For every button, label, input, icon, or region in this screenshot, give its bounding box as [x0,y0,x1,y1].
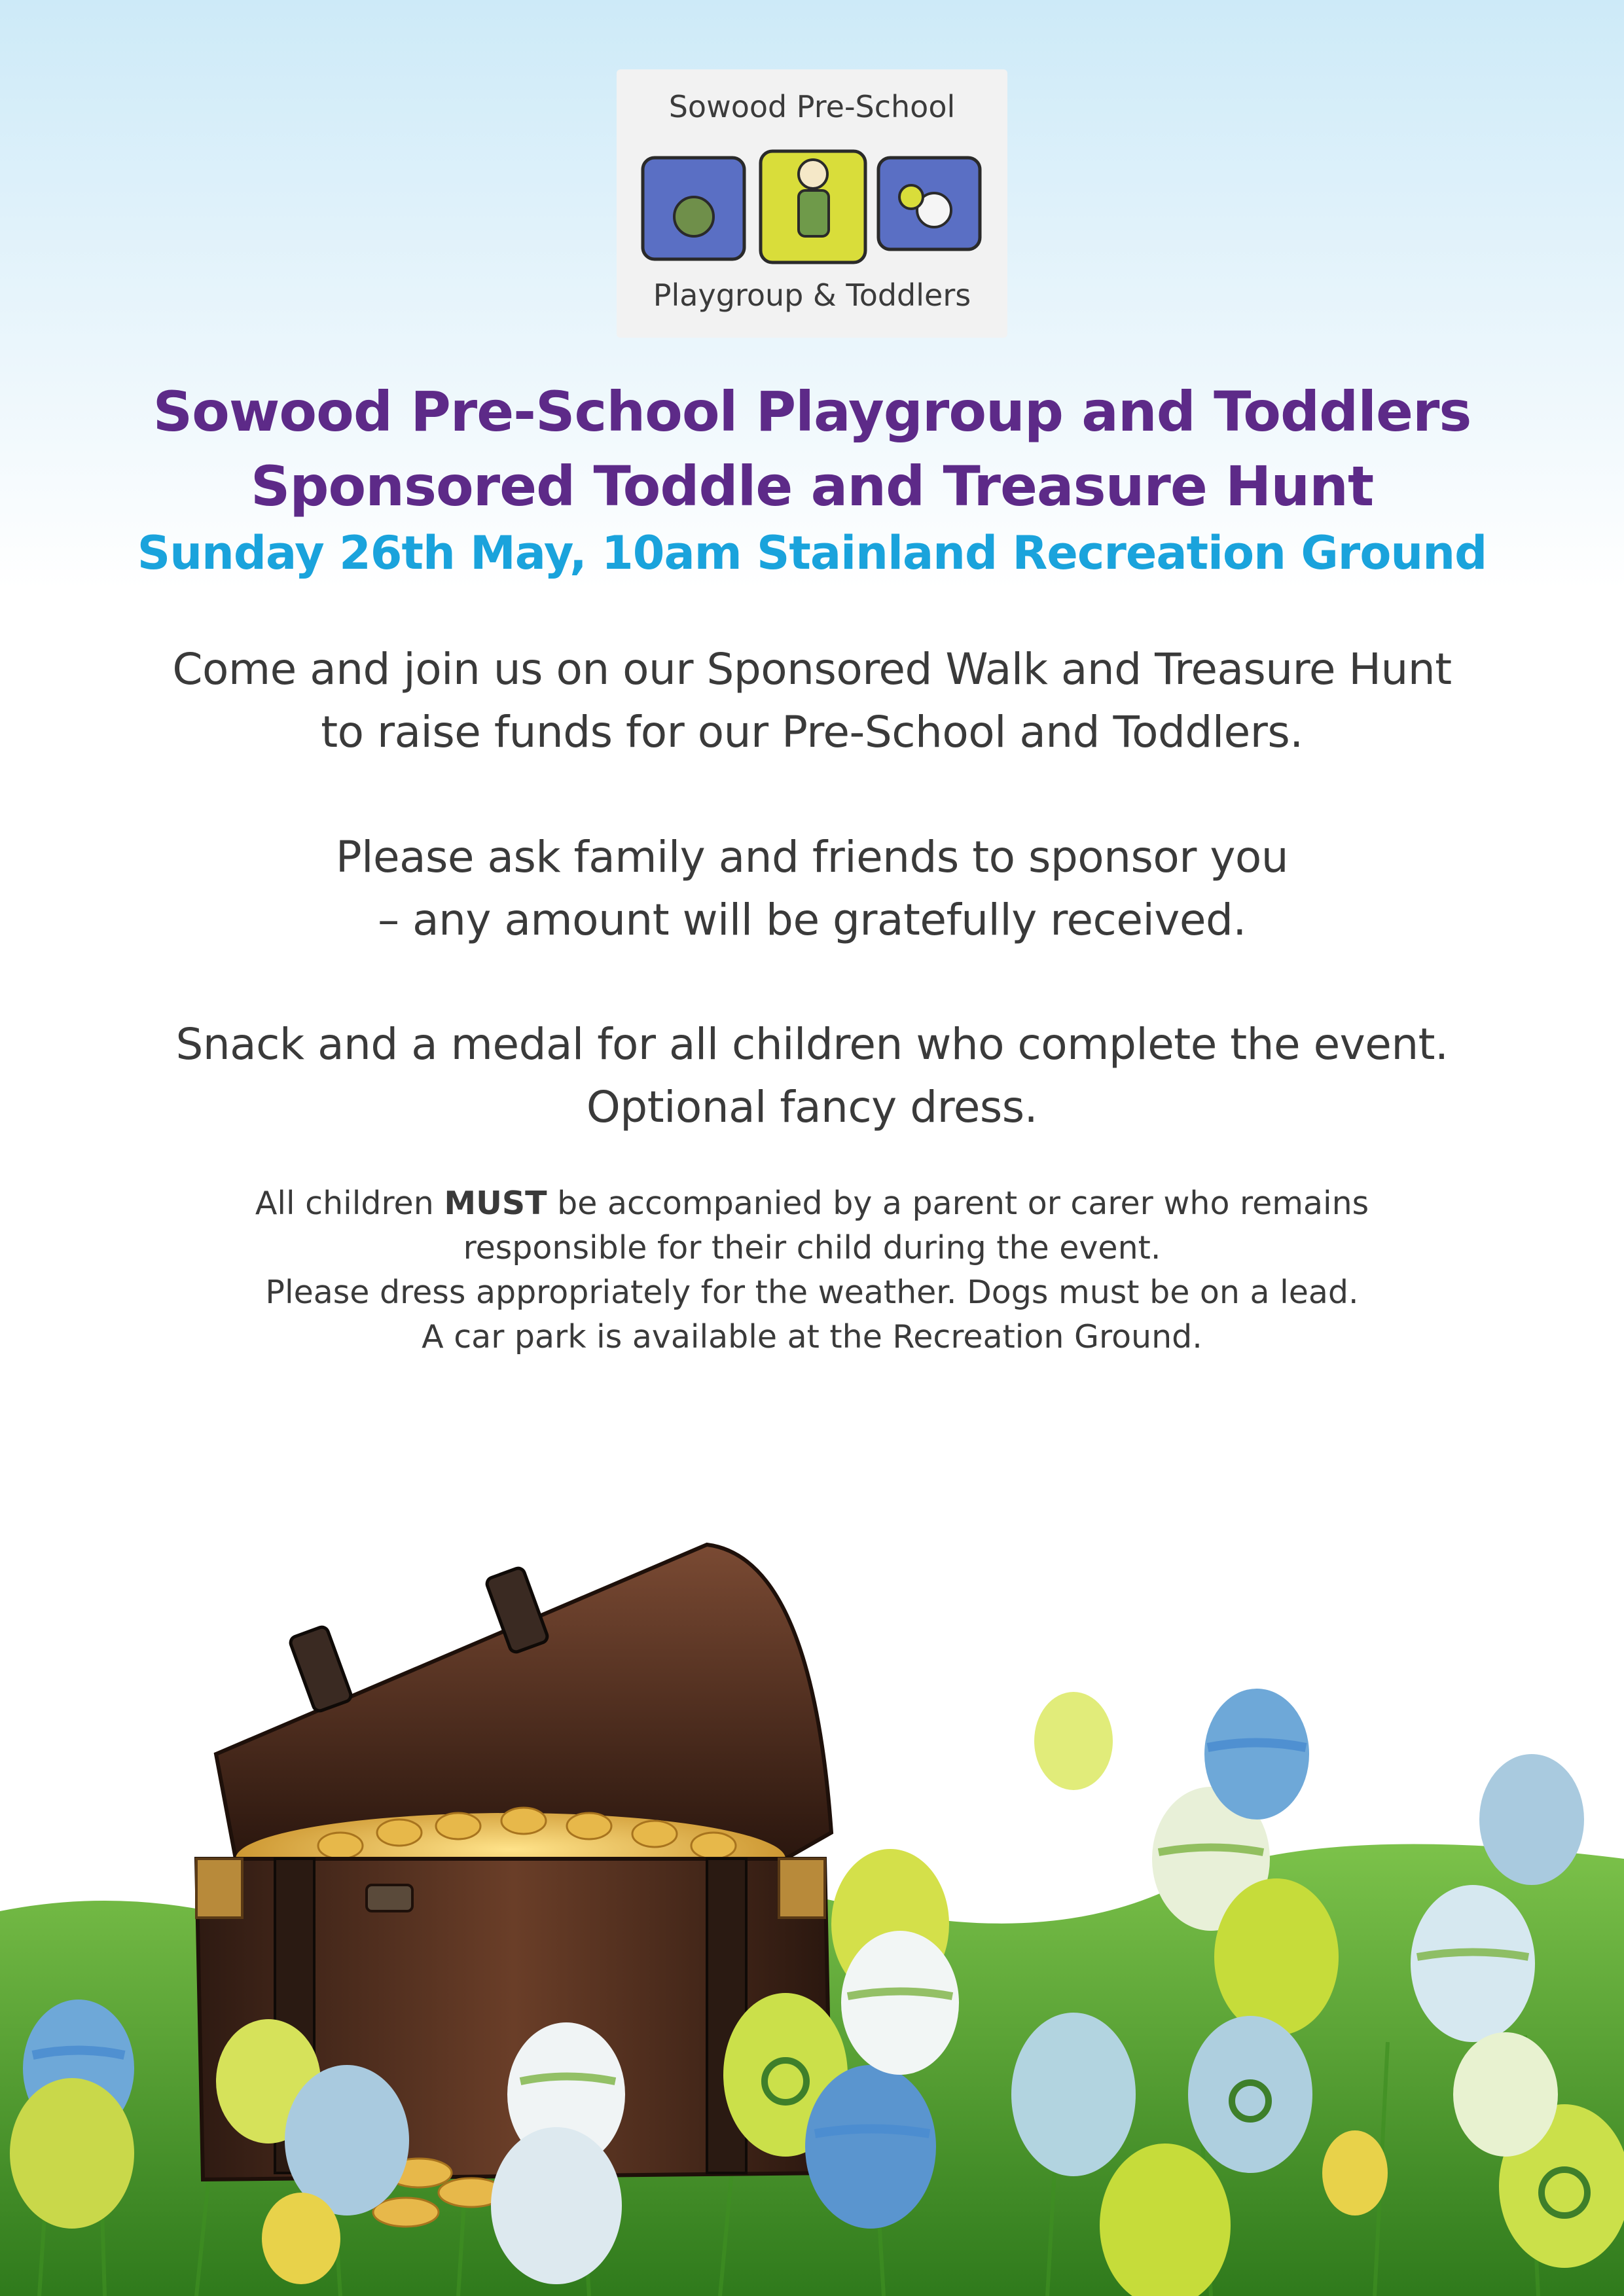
page-title-line-1: Sowood Pre-School Playgroup and Toddlers [153,380,1471,444]
sponsor-paragraph [0,826,1624,952]
event-date-location: Sunday 26th May, 10am Stainland Recreation Ground [137,526,1487,580]
sponsor-line-2: – any amount will be gratefully received. [378,895,1246,945]
reward-line-2: Optional fancy dress. [586,1082,1038,1132]
page-title-line-2: Sponsored Toddle and Treasure Hunt [250,454,1374,518]
logo-line-2: Playgroup & Toddlers [653,278,971,313]
reward-line-1: Snack and a medal for all children who complete the event. [175,1019,1449,1069]
intro-line-2: to raise funds for our Pre-School and Toddlers. [321,707,1303,757]
treasure-chest-eggs-illustration [0,1518,1624,2296]
reward-paragraph [0,1013,1624,1139]
notes-line-1: All children MUST be accompanied by a parent or carer who remains [255,1185,1369,1222]
logo-line-1: Sowood Pre-School [668,89,956,124]
sponsor-line-1: Please ask family and friends to sponsor you [335,832,1289,882]
notes-line-2: responsible for their child during the event. [463,1229,1161,1266]
intro-line-1: Come and join us on our Sponsored Walk and Treasure Hunt [172,644,1452,694]
notes-line-4: A car park is available at the Recreation Ground. [422,1318,1202,1355]
logo-children-illustration [636,145,990,269]
must-emphasis: MUST [444,1185,547,1222]
logo [617,69,1007,338]
intro-paragraph [0,638,1624,764]
notes-line-3: Please dress appropriately for the weather. Dogs must be on a lead. [265,1274,1359,1311]
safety-notes [0,1181,1624,1359]
